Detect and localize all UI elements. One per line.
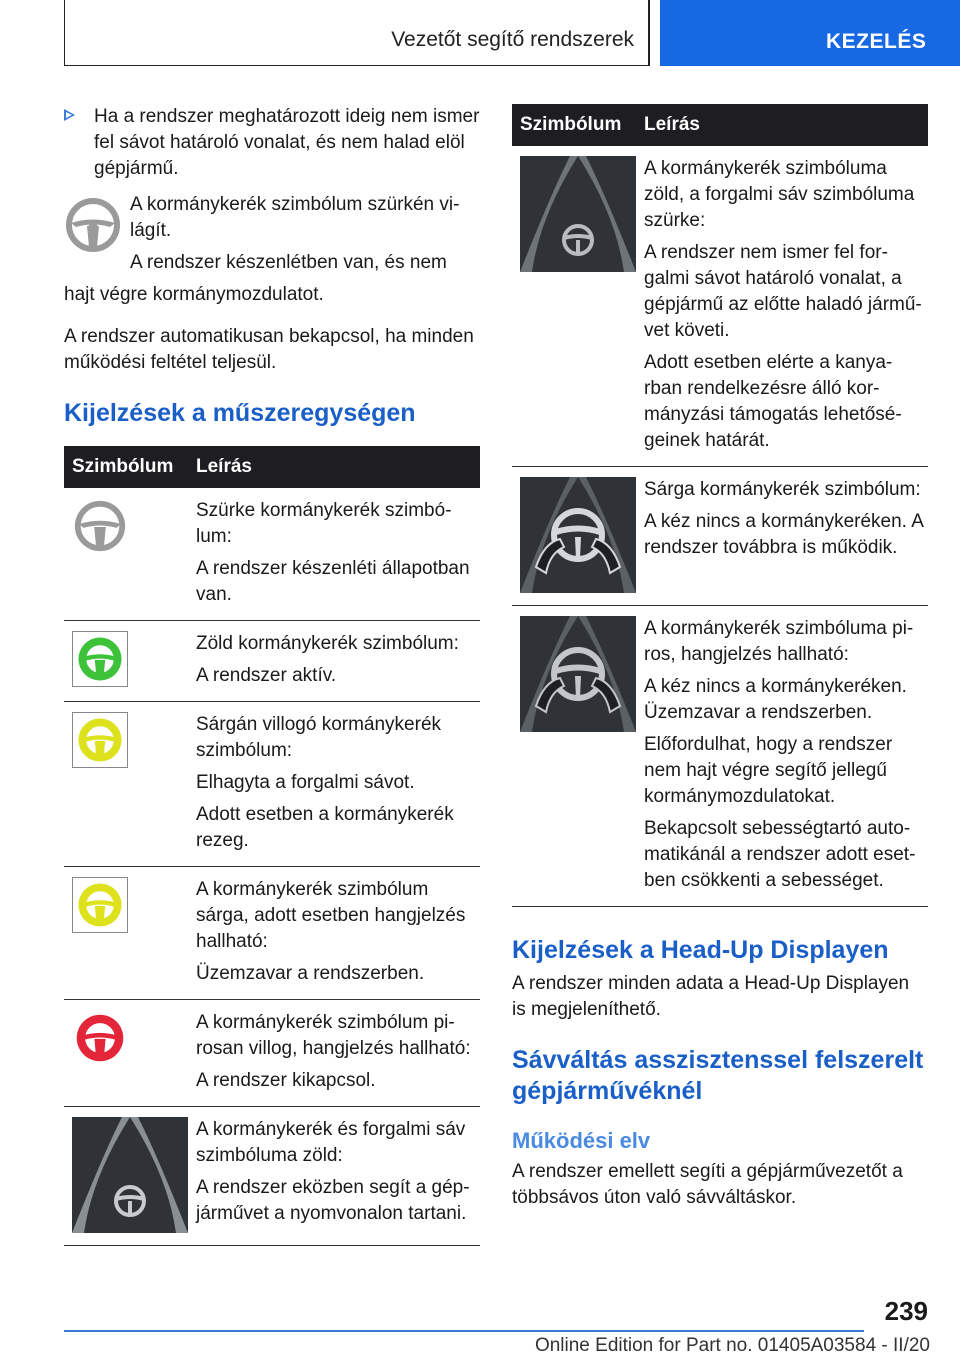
row-text: A rendszer nem ismer fel for-galmi sávot határoló vonalat, a gépjármű az előtte haladó jármű-vet követi. bbox=[644, 242, 922, 341]
table-row bbox=[64, 621, 480, 702]
instrument-symbol-table bbox=[64, 446, 480, 1246]
lane-change-heading: Sávváltás asszisztenssel felszerelt gépjárművéknél bbox=[512, 1046, 924, 1105]
bullet-triangle-icon bbox=[64, 109, 75, 121]
page-header bbox=[0, 0, 960, 66]
gray-symbol-text-2: A rendszer készenlétben van, és nem bbox=[130, 252, 447, 273]
table-row bbox=[512, 467, 928, 606]
principle-text: A rendszer emellett segíti a gépjárművezetőt a többsávos úton való sávváltáskor. bbox=[512, 1161, 903, 1208]
right-column bbox=[512, 104, 928, 1211]
principle-heading: Működési elv bbox=[512, 1128, 651, 1153]
row-text: Szürke kormánykerék szimbó-lum: bbox=[196, 500, 452, 547]
row-text: A rendszer kikapcsol. bbox=[196, 1070, 376, 1091]
table-row bbox=[64, 867, 480, 1000]
table-row bbox=[64, 488, 480, 621]
row-text: Elhagyta a forgalmi sávot. bbox=[196, 772, 415, 793]
lane-steering-green-display-icon bbox=[72, 1117, 188, 1233]
table-row bbox=[64, 1107, 480, 1246]
footer-divider bbox=[64, 1330, 864, 1332]
table-row bbox=[64, 1000, 480, 1107]
row-text: Adott esetben elérte a kanya-rban rendelkezésre álló kor-mányzási támogatás lehetősé-geinek határát. bbox=[644, 352, 902, 451]
hands-off-red-display-icon bbox=[520, 616, 636, 732]
row-text: A kéz nincs a kormánykeréken. Üzemzavar a rendszerben. bbox=[644, 676, 907, 723]
left-column bbox=[64, 104, 480, 1246]
hud-text: A rendszer minden adata a Head-Up Displayen is megjeleníthető. bbox=[512, 973, 910, 1020]
section-title-box bbox=[64, 0, 650, 66]
row-text: A rendszer készenléti állapotban van. bbox=[196, 558, 470, 605]
steering-wheel-yellow-flashing-icon bbox=[72, 712, 128, 768]
row-text: A kormánykerék szimbóluma zöld, a forgalmi sáv szimbóluma szürke: bbox=[644, 158, 915, 231]
col-header-description: Leírás bbox=[188, 446, 480, 488]
row-text: A kormánykerék szimbólum pi-rosan villog, hangjelzés hallható: bbox=[196, 1012, 471, 1059]
chapter-tab[interactable]: KEZELÉS bbox=[660, 0, 960, 66]
section-title: Vezetőt segítő rendszerek bbox=[391, 28, 634, 51]
col-header-description: Leírás bbox=[636, 104, 928, 146]
table-row bbox=[64, 702, 480, 867]
row-text: A kormánykerék szimbóluma pi-ros, hangjelzés hallható: bbox=[644, 618, 914, 665]
lane-steering-gray-display-icon bbox=[520, 156, 636, 272]
hands-off-yellow-display-icon bbox=[520, 477, 636, 593]
row-text: Üzemzavar a rendszerben. bbox=[196, 963, 425, 984]
row-text: Sárga kormánykerék szimbólum: bbox=[644, 479, 921, 500]
gray-symbol-continuation: hajt végre kormánymozdulatot. bbox=[64, 284, 324, 305]
bullet-text: Ha a rendszer meghatározott ideig nem ismer fel sávot határoló vonalat, és nem halad elöl gépjármű. bbox=[94, 106, 480, 179]
col-header-symbol: Szimbólum bbox=[64, 446, 188, 488]
row-text: A kormánykerék és forgalmi sáv szimbóluma zöld: bbox=[196, 1119, 466, 1166]
row-text: A rendszer eközben segít a gép-járművet a nyomvonalon tartani. bbox=[196, 1177, 470, 1224]
row-text: Előfordulhat, hogy a rendszer nem hajt végre segítő jellegű kormánymozdulatokat. bbox=[644, 734, 893, 807]
table-row bbox=[512, 146, 928, 467]
steering-wheel-gray-icon bbox=[72, 498, 128, 554]
steering-wheel-red-icon bbox=[72, 1010, 128, 1066]
row-text: A kormánykerék szimbólum sárga, adott esetben hangjelzés hallható: bbox=[196, 879, 466, 952]
hud-heading: Kijelzések a Head-Up Displayen bbox=[512, 936, 889, 964]
page-number: 239 bbox=[884, 1296, 928, 1326]
condition-bullet bbox=[64, 104, 480, 182]
row-text: Adott esetben a kormánykerék rezeg. bbox=[196, 804, 454, 851]
gray-symbol-note bbox=[64, 192, 480, 276]
edition-link[interactable]: Online Edition for Part no. 01405A03584 - II/20 bbox=[534, 1335, 930, 1356]
row-text: Sárgán villogó kormánykerék szimbólum: bbox=[196, 714, 442, 761]
instrument-cluster-heading: Kijelzések a műszeregységen bbox=[64, 399, 416, 427]
steering-wheel-yellow-icon bbox=[72, 877, 128, 933]
display-symbol-table bbox=[512, 104, 928, 907]
row-text: A kéz nincs a kormánykeréken. A rendszer továbbra is működik. bbox=[644, 511, 923, 558]
col-header-symbol: Szimbólum bbox=[512, 104, 636, 146]
row-text: Zöld kormánykerék szimbólum: bbox=[196, 633, 459, 654]
auto-on-text: A rendszer automatikusan bekapcsol, ha minden működési feltétel teljesül. bbox=[64, 326, 474, 373]
table-row bbox=[512, 606, 928, 907]
row-text: Bekapcsolt sebességtartó auto-matikánál a rendszer adott eset-ben csökkenti a sebességet. bbox=[644, 818, 916, 891]
gray-symbol-text-1: A kormánykerék szimbólum szürkén vi-lágít. bbox=[130, 194, 460, 241]
steering-wheel-green-icon bbox=[72, 631, 128, 687]
steering-wheel-gray-icon bbox=[64, 196, 122, 259]
row-text: A rendszer aktív. bbox=[196, 665, 337, 686]
